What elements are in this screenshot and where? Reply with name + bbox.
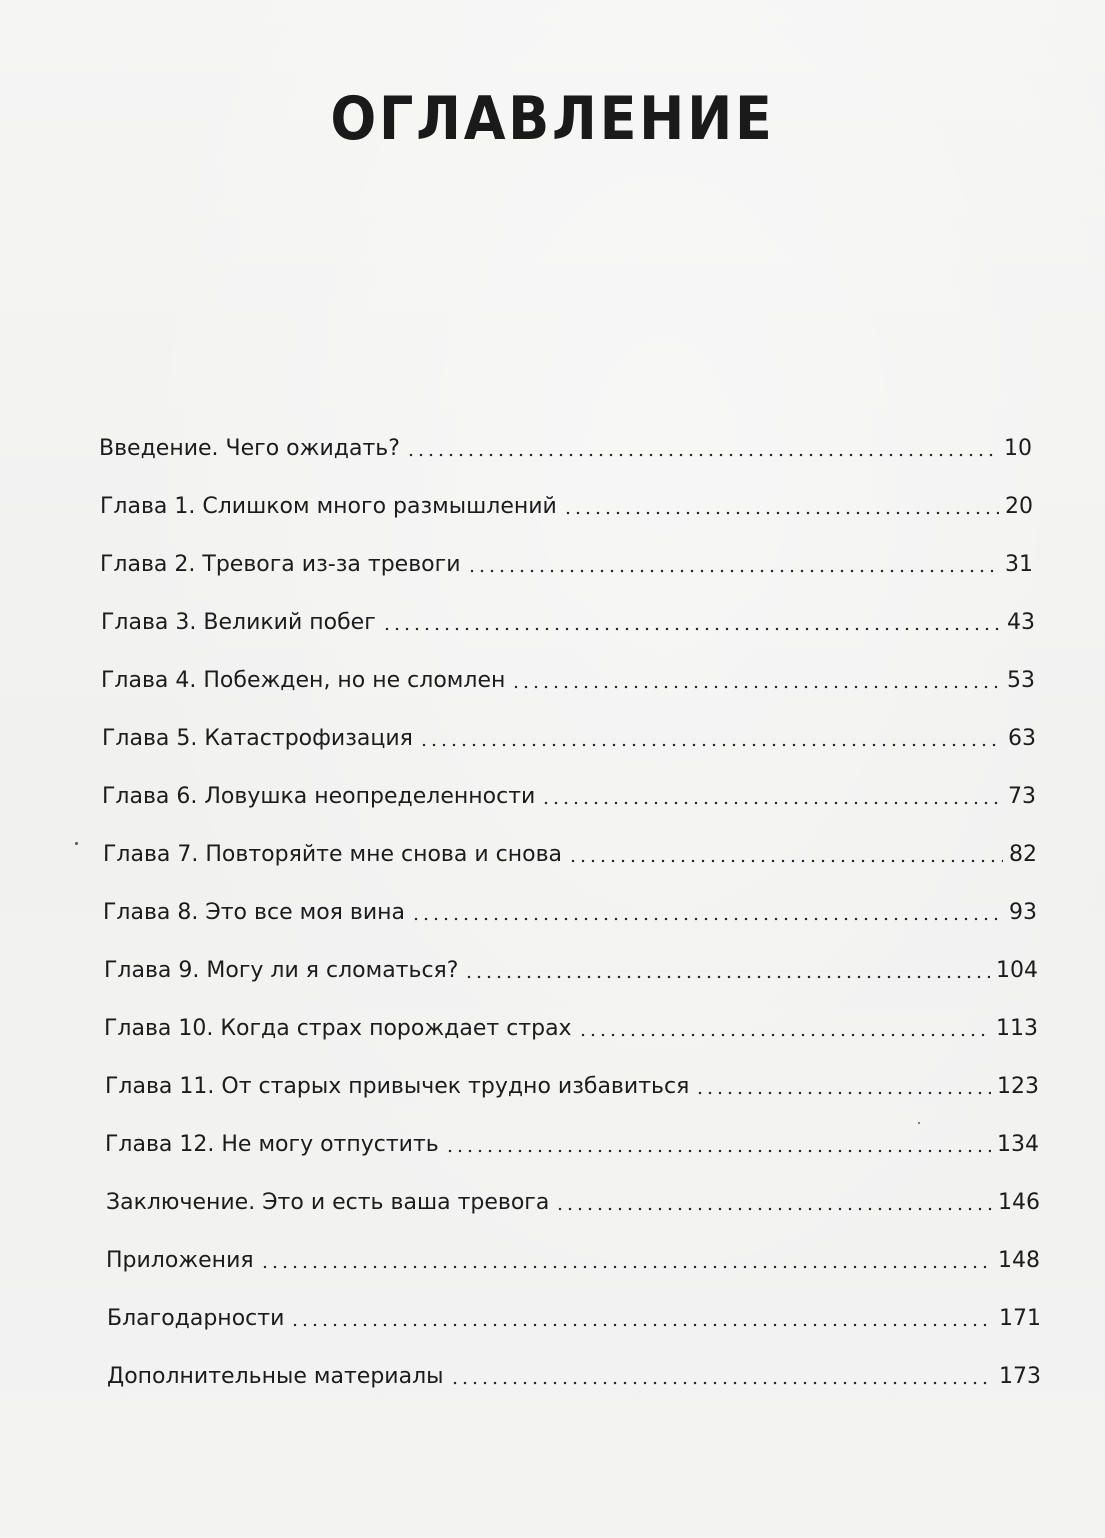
toc-entry-page: 73 (1008, 784, 1036, 809)
paper-speck (75, 842, 78, 845)
toc-entry (104, 1006, 1038, 1040)
dot-leader (260, 1265, 992, 1269)
toc-entry (103, 890, 1037, 924)
toc-entry-label: Дополнительные материалы (107, 1364, 444, 1389)
toc-entry-label: Глава 8. Это все моя вина (103, 900, 406, 925)
toc-entry (102, 774, 1036, 808)
toc-entry-page: 63 (1008, 726, 1036, 751)
toc-entry (100, 484, 1033, 518)
toc-entry-page: 146 (998, 1190, 1040, 1215)
dot-leader (467, 569, 1000, 573)
toc-entry-page: 53 (1007, 668, 1035, 693)
toc-entry-label: Глава 5. Катастрофизация (102, 726, 413, 751)
toc-entry-label: Введение. Чего ожидать? (99, 436, 400, 461)
toc-entry (105, 1122, 1039, 1156)
toc-entry-label: Глава 7. Повторяйте мне снова и снова (103, 842, 563, 867)
toc-entry (99, 426, 1032, 460)
toc-entry-page: 113 (996, 1016, 1038, 1041)
toc-entry-page: 82 (1009, 842, 1037, 867)
toc-entry (101, 658, 1035, 692)
dot-leader (555, 1207, 992, 1211)
toc-entry-page: 20 (1005, 494, 1033, 519)
dot-leader (568, 859, 1003, 863)
toc-entry-page: 43 (1007, 610, 1035, 635)
toc-entry-page: 93 (1009, 900, 1037, 925)
toc-entry (107, 1296, 1041, 1330)
toc-entry-page: 173 (999, 1364, 1041, 1389)
toc-entry-page: 104 (996, 958, 1038, 983)
toc-entry (106, 1238, 1040, 1272)
toc-entry-page: 134 (997, 1132, 1039, 1157)
dot-leader (290, 1323, 993, 1327)
dot-leader (411, 917, 1003, 921)
dot-leader (578, 1033, 990, 1037)
toc-entry (102, 716, 1036, 750)
dot-leader (450, 1381, 994, 1385)
page-title: ОГЛАВЛЕНИЕ (330, 84, 775, 154)
dot-leader (464, 975, 990, 979)
toc-entry (107, 1354, 1041, 1388)
dot-leader (695, 1091, 991, 1095)
toc-entry-label: Заключение. Это и есть ваша тревога (106, 1190, 550, 1215)
toc-entry-label: Глава 12. Не могу отпустить (105, 1132, 439, 1157)
toc-entry (105, 1064, 1039, 1098)
dot-leader (406, 453, 998, 457)
toc-entry-page: 148 (998, 1248, 1040, 1273)
toc-entry-label: Приложения (106, 1248, 254, 1273)
toc-entry-label: Глава 9. Могу ли я сломаться? (104, 958, 459, 983)
toc-entry-label: Глава 10. Когда страх порождает страх (104, 1016, 572, 1041)
toc-entry-label: Глава 1. Слишком много размышлений (100, 494, 557, 519)
toc-entry-page: 31 (1005, 552, 1033, 577)
toc-entry-label: Глава 2. Тревога из-за тревоги (100, 552, 461, 577)
toc-entry (103, 832, 1037, 866)
toc-entry (101, 600, 1035, 634)
dot-leader (563, 511, 999, 515)
toc-entry-page: 171 (999, 1306, 1041, 1331)
toc-entry-label: Глава 6. Ловушка неопределенности (102, 784, 536, 809)
paper-speck (918, 1122, 920, 1124)
toc-entry-label: Глава 4. Побежден, но не сломлен (101, 668, 506, 693)
toc-entry-page: 123 (997, 1074, 1039, 1099)
dot-leader (382, 627, 1001, 631)
toc-entry-label: Глава 3. Великий побег (101, 610, 376, 635)
toc-entry (100, 542, 1033, 576)
dot-leader (419, 743, 1002, 747)
dot-leader (541, 801, 1002, 805)
toc-entry-page: 10 (1004, 436, 1032, 461)
toc-entry (104, 948, 1038, 982)
toc-entry (106, 1180, 1040, 1214)
dot-leader (511, 685, 1001, 689)
toc-entry-label: Глава 11. От старых привычек трудно избавиться (105, 1074, 690, 1099)
toc-entry-label: Благодарности (107, 1306, 285, 1331)
dot-leader (445, 1149, 991, 1153)
